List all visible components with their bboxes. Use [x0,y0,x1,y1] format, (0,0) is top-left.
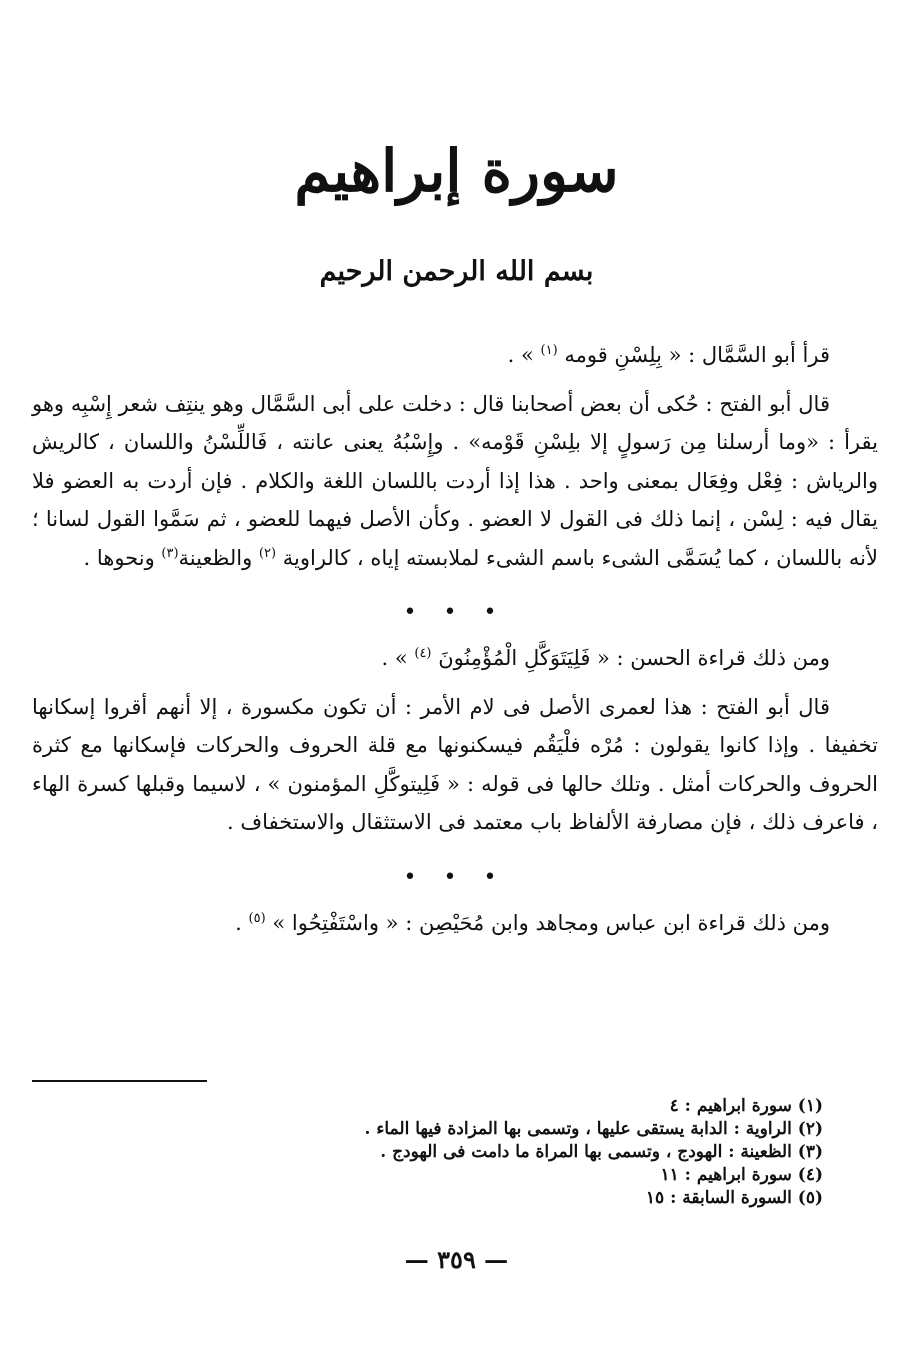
section-divider: • • • [403,864,507,890]
reading-end: » . [381,646,408,670]
footnote-item: (٥) السورة السابقة : ١٥ [645,1188,823,1208]
footnote-ref: (٣) [161,545,179,561]
page-body [32,330,878,952]
surah-title: سورة إبراهيم [294,137,619,205]
reading-line [32,639,878,678]
footnote-ref: (٥) [248,910,266,926]
reading-text: ومن ذلك قراءة الحسن : « فَلِيَتَوَكَّلِ الْمُؤْمِنُونَ [438,646,830,670]
basmala: بسم الله الرحمن الرحيم [319,256,594,287]
commentary-text: والظعينة [178,545,253,570]
commentary-text: قال أبو الفتح : حُكى أن بعض أصحابنا قال : دخلت على أبى السَّمَّال وهو ينتِف شعر إِسْبِه وهو يقرأ : «وما أرسلنا مِن رَسولٍ إلا بلِسْنِ قَوْمه» . وإِسْبُهُ يعنى عانته ، فَاللِّسْنُ واللسان ، كالريش والرياش : فِعْل وفِعَال بمعنى واحد . هذا إذا أردت باللسان اللغة والكلام . فإن أردت به العضو فلا يقال فيه : لِسْن ، إنما ذلك فى القول لا العضو . وكأن الأصل فيهما للعضو ، ثم سَمَّوا القول لسانا ؛ لأنه باللسان ، كما يُسَمَّى الشىء باسم الشىء لملابسته إياه ، كالراوية [32,391,878,570]
footnote-ref: (١) [540,343,558,358]
footnote-ref: (٢) [258,545,277,561]
footnote-item: (٢) الراوية : الدابة يستقى عليها ، وتسمى بها المزادة فيها الماء . [364,1119,823,1139]
reading-text: قرأ أبو السَّمَّال : « بِلِسْنِ قومه [564,343,830,367]
commentary-paragraph [32,385,878,578]
page-number: — ٣٥٩ — [404,1245,509,1274]
reading-end: . [235,910,242,935]
footnote-item: (٣) الظعينة : الهودج ، وتسمى بها المراة ما دامت فى الهودج . [380,1142,823,1162]
footnote-item: (٤) سورة ابراهيم : ١١ [660,1165,823,1185]
commentary-text: قال أبو الفتح : هذا لعمرى الأصل فى لام الأمر : أن تكون مكسورة ، إلا أنهم أقروا إسكانها تخفيفا . وإذا كانوا يقولون : مُرْه فلْيَقُم فيسكنونها مع قلة الحروف والحركات فإسكانها مع كثرة الحروف والحركات أمثل . وتلك حالها فى قوله : « فَلِيتوكَّلِ المؤمنون » ، لاسيما وقبلها كسرة الهاء ، فاعرف ذلك ، فإن مصارفة الألفاظ باب معتمد فى الاستثقال والاستخفاف . [32,694,878,834]
reading-end: » . [507,343,534,367]
commentary-paragraph [32,688,878,842]
section-divider: • • • [403,600,507,625]
footnotes [32,1095,823,1210]
reading-line [32,336,878,375]
commentary-text: ونحوها . [83,545,155,570]
footnote-ref: (٤) [414,646,432,661]
footnote-rule [32,1080,207,1082]
footnote-item: (١) سورة ابراهيم : ٤ [669,1096,823,1116]
reading-text: ومن ذلك قراءة ابن عباس ومجاهد وابن مُحَيْصِن : « واسْتَفْتِحُوا » [272,910,830,935]
reading-line [32,904,878,943]
